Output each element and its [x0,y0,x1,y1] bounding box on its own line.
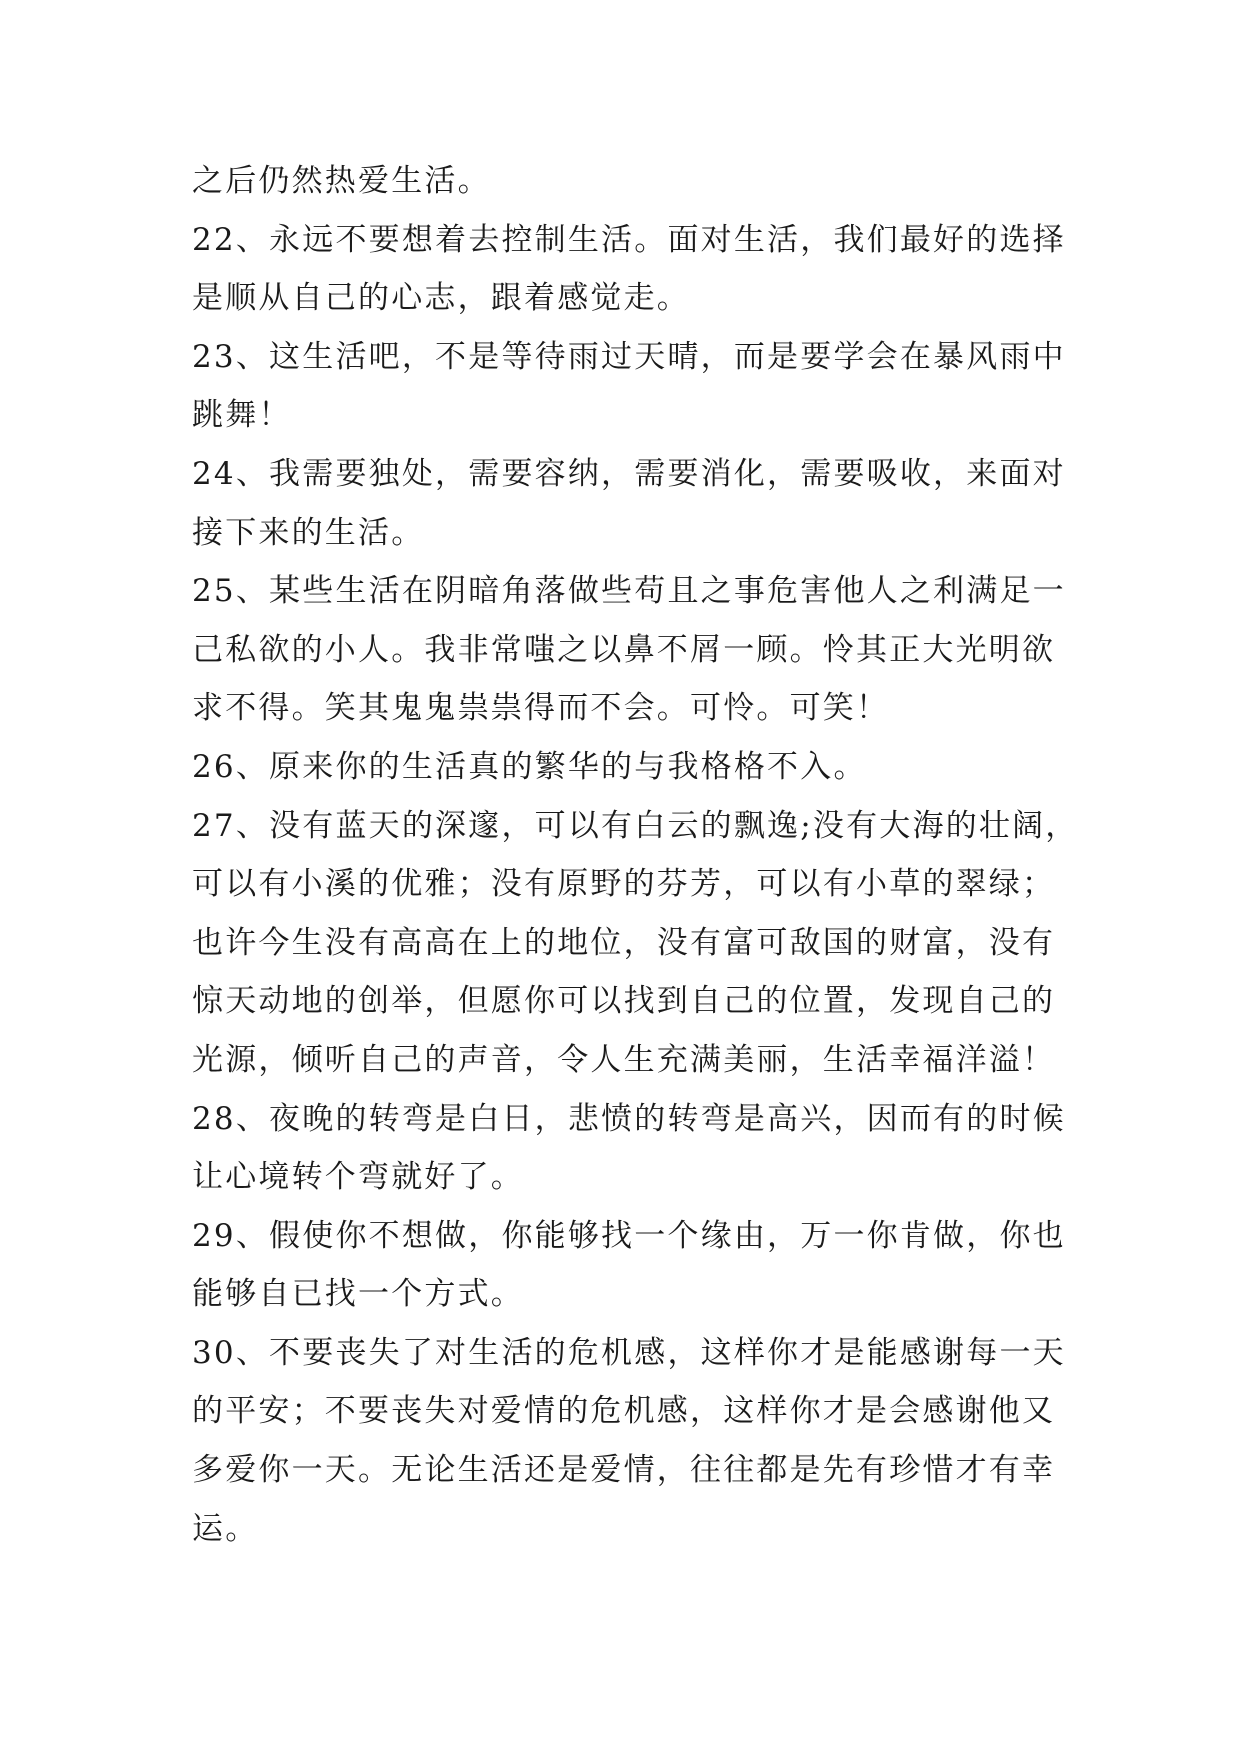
text-line: 跳舞！ [192,397,292,434]
text-line: 求不得。笑其鬼鬼祟祟得而不会。可怜。可笑！ [192,690,890,727]
text-line: 可以有小溪的优雅；没有原野的芬芳，可以有小草的翠绿； [192,866,1056,903]
text-line: 26、原来你的生活真的繁华的与我格格不入。 [192,748,867,785]
text-line: 27、没有蓝天的深邃，可以有白云的飘逸;没有大海的壮阔， [192,807,1079,844]
text-line: 30、不要丧失了对生活的危机感，这样你才是能感谢每一天 [192,1334,1066,1371]
text-line: 让心境转个弯就好了。 [192,1159,524,1196]
text-line: 运。 [192,1510,259,1547]
text-line: 也许今生没有高高在上的地位，没有富可敌国的财富，没有 [192,924,1056,961]
text-line: 能够自已找一个方式。 [192,1276,524,1313]
text-line: 是顺从自己的心志，跟着感觉走。 [192,280,690,317]
text-line: 22、永远不要想着去控制生活。面对生活，我们最好的选择 [192,221,1066,258]
text-line: 28、夜晚的转弯是白日，悲愤的转弯是高兴，因而有的时候 [192,1100,1066,1137]
text-line: 光源，倾听自己的声音，令人生充满美丽，生活幸福洋溢！ [192,1041,1056,1078]
text-line: 惊天动地的创举，但愿你可以找到自己的位置，发现自己的 [192,983,1056,1020]
document-body [192,152,1079,1558]
text-line: 多爱你一天。无论生活还是爱情，往往都是先有珍惜才有幸 [192,1452,1056,1489]
text-line: 的平安；不要丧失对爱情的危机感，这样你才是会感谢他又 [192,1393,1056,1430]
text-line: 己私欲的小人。我非常嗤之以鼻不屑一顾。怜其正大光明欲 [192,631,1056,668]
text-line: 接下来的生活。 [192,514,425,551]
text-line: 23、这生活吧，不是等待雨过天晴，而是要学会在暴风雨中 [192,338,1066,375]
text-line: 24、我需要独处，需要容纳，需要消化，需要吸收，来面对 [192,455,1066,492]
text-line: 之后仍然热爱生活。 [192,163,491,199]
text-line: 25、某些生活在阴暗角落做些苟且之事危害他人之利满足一 [192,573,1066,610]
text-line: 29、假使你不想做，你能够找一个缘由，万一你肯做，你也 [192,1217,1066,1254]
